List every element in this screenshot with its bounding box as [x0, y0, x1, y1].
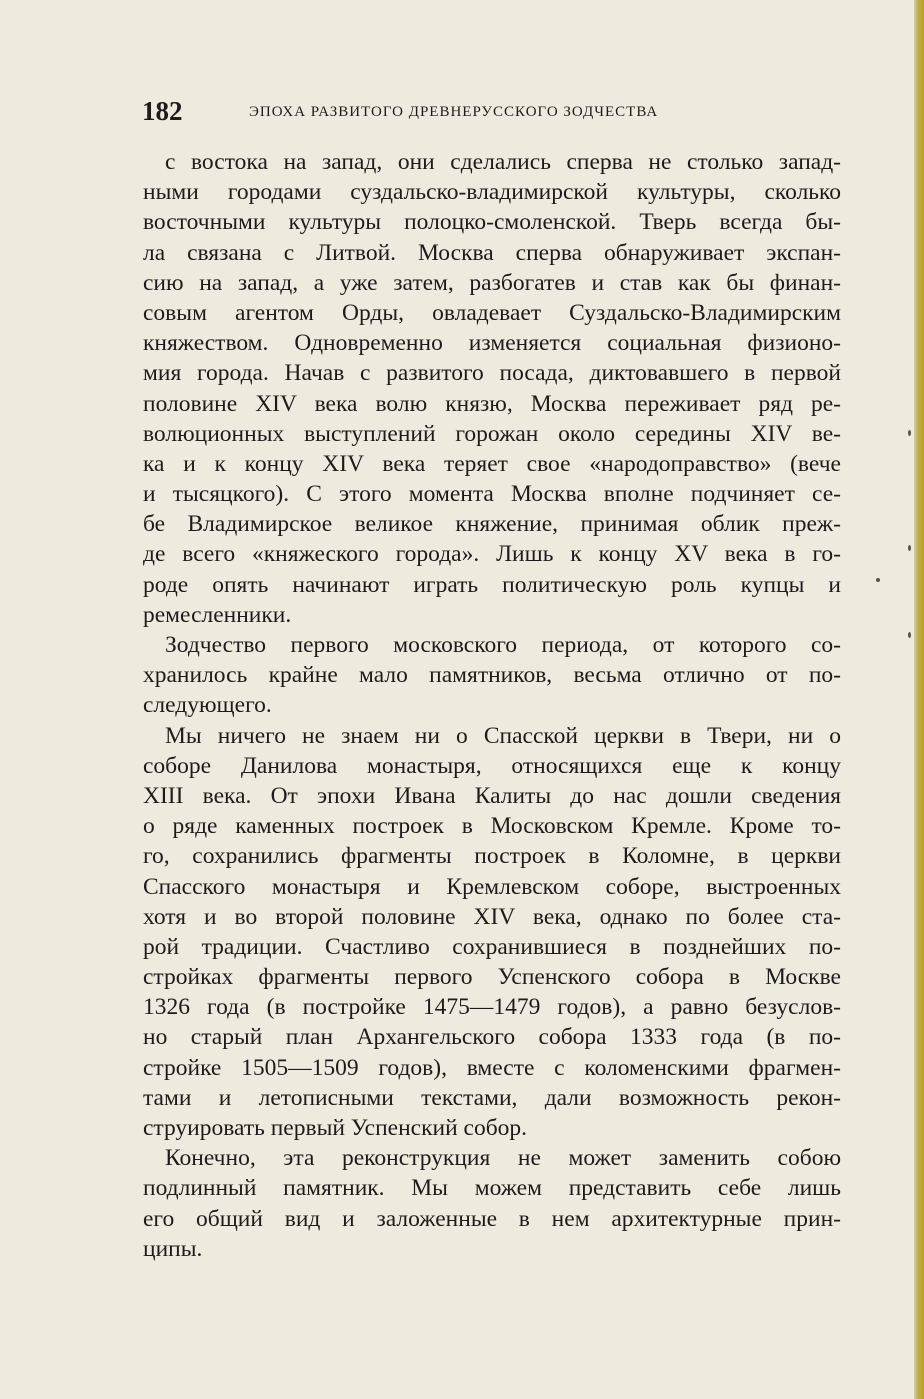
paragraph	[143, 630, 841, 721]
text-line: половине XIV века волю князю, Москва переживает ряд ре-	[143, 390, 841, 417]
text-line: подлинный памятник. Мы можем представить себе лишь	[143, 1175, 841, 1202]
text-line: ными городами суздальско-владимирской культуры, сколько	[143, 179, 841, 206]
text-line: но старый план Архангельского собора 1333 года (в по-	[143, 1024, 841, 1051]
text-line: ципы.	[143, 1235, 203, 1262]
text-line: восточными культуры полоцко-смоленской. Тверь всегда бы-	[143, 209, 841, 236]
paragraph	[143, 147, 841, 630]
text-line: его общий вид и заложенные в нем архитектурные прин-	[143, 1205, 841, 1232]
text-line: княжеством. Одновременно изменяется социальная физионо-	[143, 330, 841, 357]
paragraph	[143, 1143, 841, 1264]
text-line: бе Владимирское великое княжение, принимая облик преж-	[143, 511, 841, 538]
text-line: рой традиции. Счастливо сохранившиеся в позднейших по-	[143, 933, 841, 960]
text-line: де всего «княжеского города». Лишь к концу XV века в го-	[143, 541, 841, 568]
text-line: 1326 года (в постройке 1475—1479 годов), а равно безуслов-	[143, 994, 841, 1021]
text-line: струировать первый Успенский собор.	[143, 1115, 528, 1141]
page-header	[142, 96, 842, 126]
running-head: ЭПОХА РАЗВИТОГО ДРЕВНЕРУССКОГО ЗОДЧЕСТВА	[249, 104, 659, 120]
text-line: о ряде каменных построек в Московском Кремле. Кроме то-	[143, 813, 841, 840]
ink-speck	[908, 545, 911, 551]
text-line: следующего.	[143, 692, 272, 719]
text-line: и тысяцкого). С этого момента Москва вполне подчиняет се-	[143, 481, 841, 508]
text-line: совым агентом Орды, овладевает Суздальско-Владимирским	[143, 299, 841, 326]
paragraph	[143, 721, 841, 1144]
ink-speck	[908, 632, 911, 638]
text-line: стройке 1505—1509 годов), вместе с коломенскими фрагмен-	[143, 1054, 841, 1081]
text-line: ка и к концу XIV века теряет свое «народоправство» (вече	[143, 450, 841, 477]
text-line: тами и летописными текстами, дали возможность рекон-	[143, 1084, 841, 1111]
text-line: стройках фрагменты первого Успенского собора в Москве	[143, 964, 841, 991]
ink-speck	[908, 430, 911, 436]
text-line: роде опять начинают играть политическую роль купцы и	[143, 571, 841, 598]
text-line: ремесленники.	[143, 601, 292, 628]
text-line: соборе Данилова монастыря, относящихся еще к концу	[143, 752, 841, 779]
text-line: Спасского монастыря и Кремлевском соборе, выстроенных	[143, 873, 841, 900]
text-line: волюционных выступлений горожан около середины XIV ве-	[143, 420, 841, 447]
text-line: XIII века. От эпохи Ивана Калиты до нас дошли сведения	[143, 782, 841, 809]
text-line: хотя и во второй половине XIV века, однако по более ста-	[143, 903, 841, 930]
ink-speck	[876, 578, 880, 582]
text-line: мия города. Начав с развитого посада, диктовавшего в первой	[143, 360, 841, 387]
text-line: Зодчество первого московского периода, от которого со-	[165, 632, 841, 658]
page-number: 182	[142, 96, 183, 126]
body-text	[143, 147, 841, 1264]
text-line: с востока на запад, они сделались сперва не столько запад-	[165, 149, 841, 175]
text-line: го, сохранились фрагменты построек в Коломне, в церкви	[143, 843, 841, 870]
text-line: Мы ничего не знаем ни о Спасской церкви в Твери, ни о	[165, 722, 841, 749]
text-line: хранилось крайне мало памятников, весьма отлично от по-	[143, 662, 841, 689]
text-line: Конечно, эта реконструкция не может заменить собою	[165, 1145, 841, 1172]
text-line: сию на запад, а уже затем, разбогатев и став как бы финан-	[143, 269, 841, 296]
page-edge	[914, 0, 924, 1399]
text-line: ла связана с Литвой. Москва сперва обнаруживает экспан-	[143, 239, 841, 266]
